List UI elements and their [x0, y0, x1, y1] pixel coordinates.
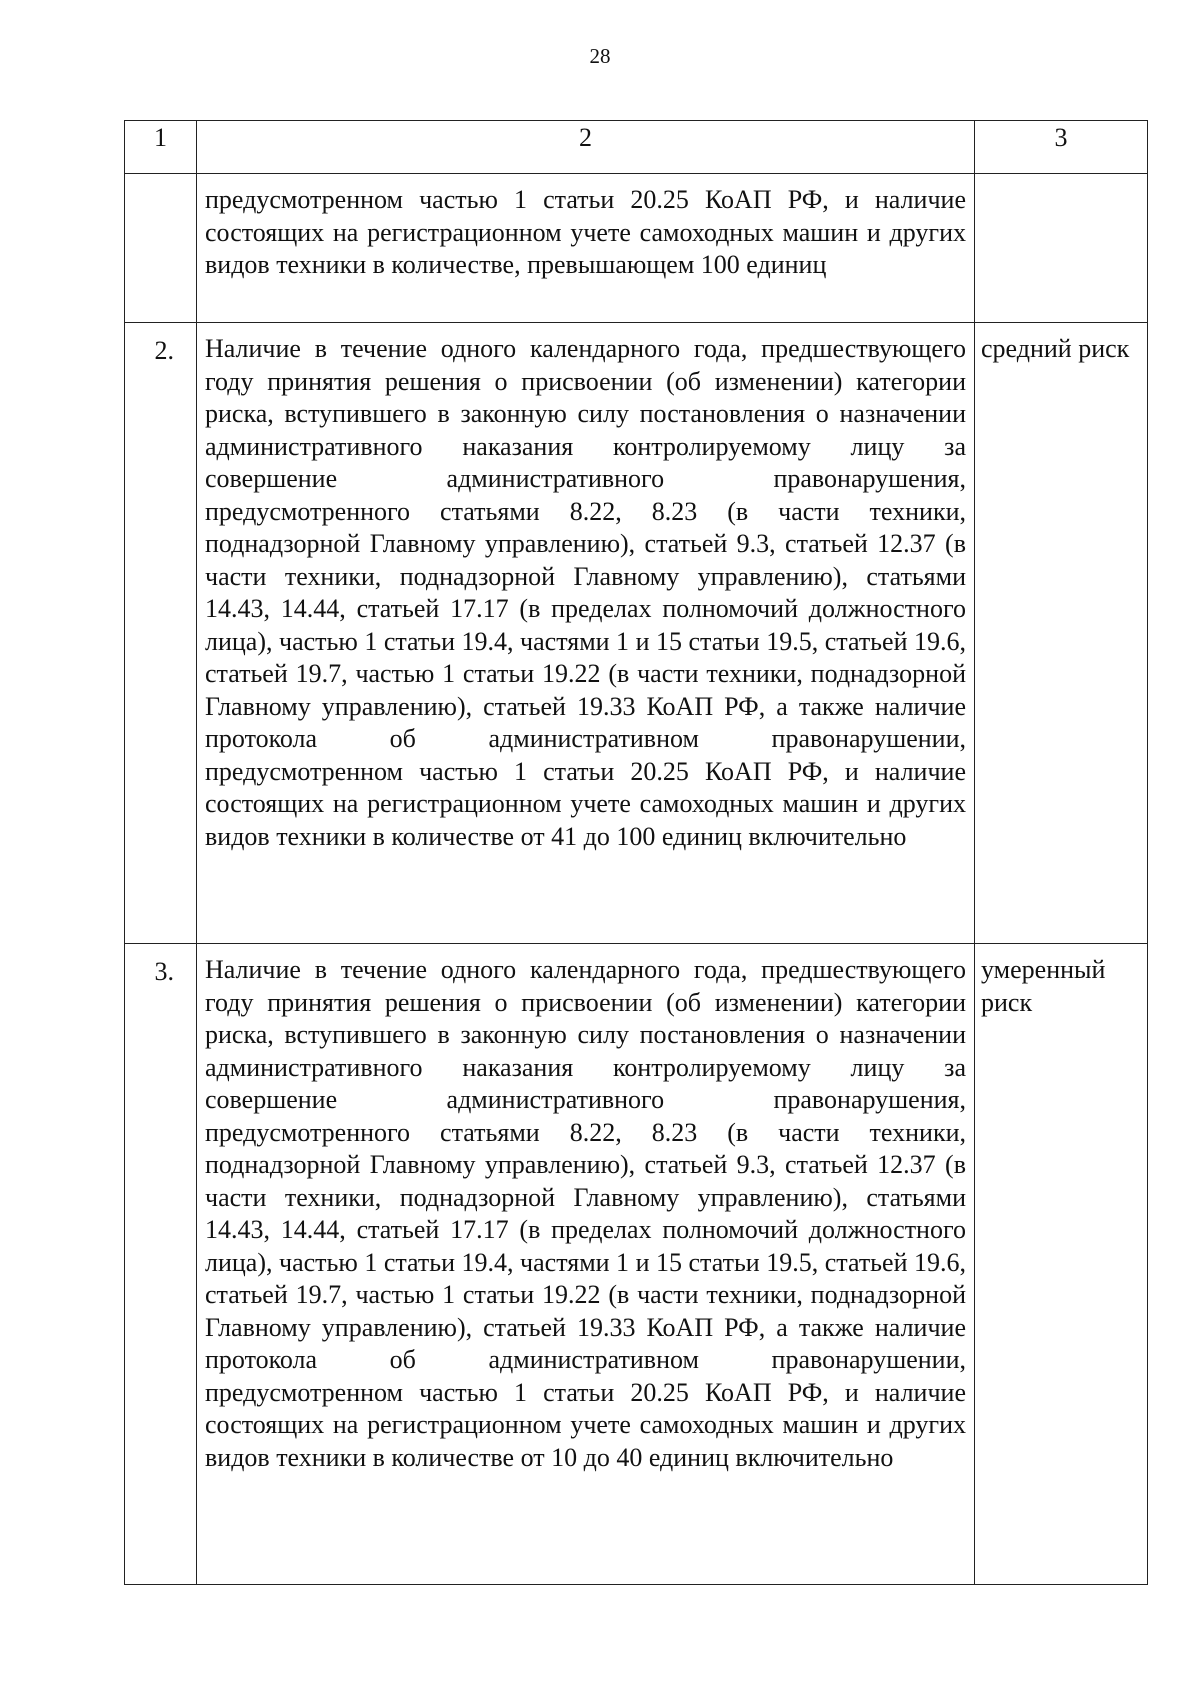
- table-header: [125, 121, 1148, 174]
- page-number: 28: [589, 44, 611, 68]
- risk-category-table: [124, 120, 1148, 1585]
- header-col-2: 2: [197, 121, 975, 174]
- criterion-text: предусмотренном частью 1 статьи 20.25 КоАП РФ, и наличие состоящих на регистрационном учете самоходных машин и других видов техники в количестве, превышающем 100 единиц: [197, 174, 975, 323]
- risk-category: умеренный риск: [975, 944, 1148, 1585]
- table-row: [125, 174, 1148, 323]
- criterion-text: Наличие в течение одного календарного года, предшествующего году принятия решения о присвоении (об изменении) категории риска, вступившего в законную силу постановления о назначении административного наказания контролируемому лицу за совершение административного правонарушения, предусмотренного статьями 8.22, 8.23 (в части техники, поднадзорной Главному управлению), статьей 9.3, статьей 12.37 (в части техники, поднадзорной Главному управлению), статьями 14.43, 14.44, статьей 17.17 (в пределах полномочий должностного лица), частью 1 статьи 19.4, частями 1 и 15 статьи 19.5, статьей 19.6, статьей 19.7, частью 1 статьи 19.22 (в части техники, поднадзорной Главному управлению), статьей 19.33 КоАП РФ, а также наличие протокола об административном правонарушении, предусмотренном частью 1 статьи 20.25 КоАП РФ, и наличие состоящих на регистрационном учете самоходных машин и других видов техники в количестве от 10 до 40 единиц включительно: [197, 944, 975, 1585]
- table-row: [125, 944, 1148, 1585]
- risk-category: средний риск: [975, 323, 1148, 944]
- header-col-3: 3: [975, 121, 1148, 174]
- criterion-text: Наличие в течение одного календарного года, предшествующего году принятия решения о присвоении (об изменении) категории риска, вступившего в законную силу постановления о назначении административного наказания контролируемому лицу за совершение административного правонарушения, предусмотренного статьями 8.22, 8.23 (в части техники, поднадзорной Главному управлению), статьей 9.3, статьей 12.37 (в части техники, поднадзорной Главному управлению), статьями 14.43, 14.44, статьей 17.17 (в пределах полномочий должностного лица), частью 1 статьи 19.4, частями 1 и 15 статьи 19.5, статьей 19.6, статьей 19.7, частью 1 статьи 19.22 (в части техники, поднадзорной Главному управлению), статьей 19.33 КоАП РФ, а также наличие протокола об административном правонарушении, предусмотренном частью 1 статьи 20.25 КоАП РФ, и наличие состоящих на регистрационном учете самоходных машин и других видов техники в количестве от 41 до 100 единиц включительно: [197, 323, 975, 944]
- row-number: 2.: [125, 323, 197, 944]
- risk-category: [975, 174, 1148, 323]
- header-col-1: 1: [125, 121, 197, 174]
- row-number: [125, 174, 197, 323]
- table-row: [125, 323, 1148, 944]
- row-number: 3.: [125, 944, 197, 1585]
- header-row: [125, 121, 1148, 174]
